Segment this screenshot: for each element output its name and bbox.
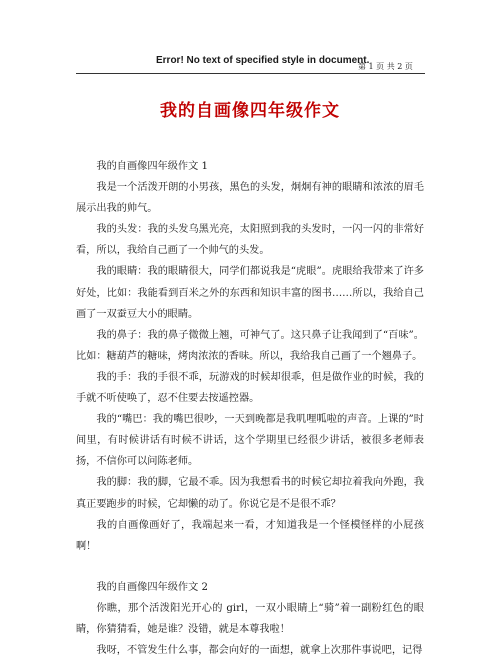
paragraph: 我的头发：我的头发乌黑光亮，太阳照到我的头发时，一闪一闪的非常好看，所以，我给自己画了一个帅气的头发。 (76, 224, 424, 257)
document-body (76, 156, 424, 661)
paragraph: 我的眼睛：我的眼睛很大，同学们都说我是“虎眼”。虎眼给我带来了许多好处，比如：我能看到百米之外的东西和知识丰富的图书……所以，我给自己画了一双蚕豆大小的眼睛。 (76, 266, 424, 320)
page-number: 第 1 页 共 2 页 (358, 62, 413, 71)
paragraph: 我的手：我的手很不乖，玩游戏的时候却很乖，但是做作业的时候，我的手就不听使唤了，忍不住要去按遥控器。 (76, 371, 424, 405)
paragraph: 我的脚：我的脚，它最不乖。因为我想看书的时候它却拉着我向外跑，我真正要跑步的时候，它却懒的动了。你说它是不是很不乖？ (76, 477, 424, 510)
paragraph: 我的鼻子：我的鼻子微微上翘，可神气了。这只鼻子让我闻到了“百味”。比如：糖葫芦的糖味，烤肉浓浓的香味。所以，我给我自己画了一个翘鼻子。 (76, 329, 424, 362)
paragraph: 你瞧，那个活泼阳光开心的 girl，一双小眼睛上“骑”着一副粉红色的眼睛，你猜猜看，她是谁？没错，就是本尊我啦！ (76, 602, 424, 635)
header-divider (76, 73, 425, 74)
paragraph: 我的自画像画好了，我端起来一看，才知道我是一个怪模怪样的小屁孩啊！ (76, 519, 424, 552)
section-spacer (76, 557, 424, 577)
header-error-text: Error! No text of specified style in document. (156, 55, 370, 66)
section-heading-1: 我的自画像四年级作文 1 (96, 161, 208, 172)
section-heading-2: 我的自画像四年级作文 2 (96, 581, 208, 593)
document-title: 我的自画像四年级作文 (160, 101, 340, 121)
paragraph: 我是一个活泼开朗的小男孩，黑色的头发，炯炯有神的眼睛和浓浓的眉毛展示出我的帅气。 (76, 182, 424, 215)
paragraph: 我的“嘴巴：我的嘴巴很吵，一天到晚都是我叽哩呱啦的声音。上课的”时间里，有时候讲话有时候不讲话，这个学期里已经很少讲话，被很多老师表扬，不信你可以问陈老师。 (76, 414, 424, 468)
paragraph: 我呀，不管发生什么事，都会向好的一面想，就拿上次那件事说吧，记得 (96, 645, 423, 657)
